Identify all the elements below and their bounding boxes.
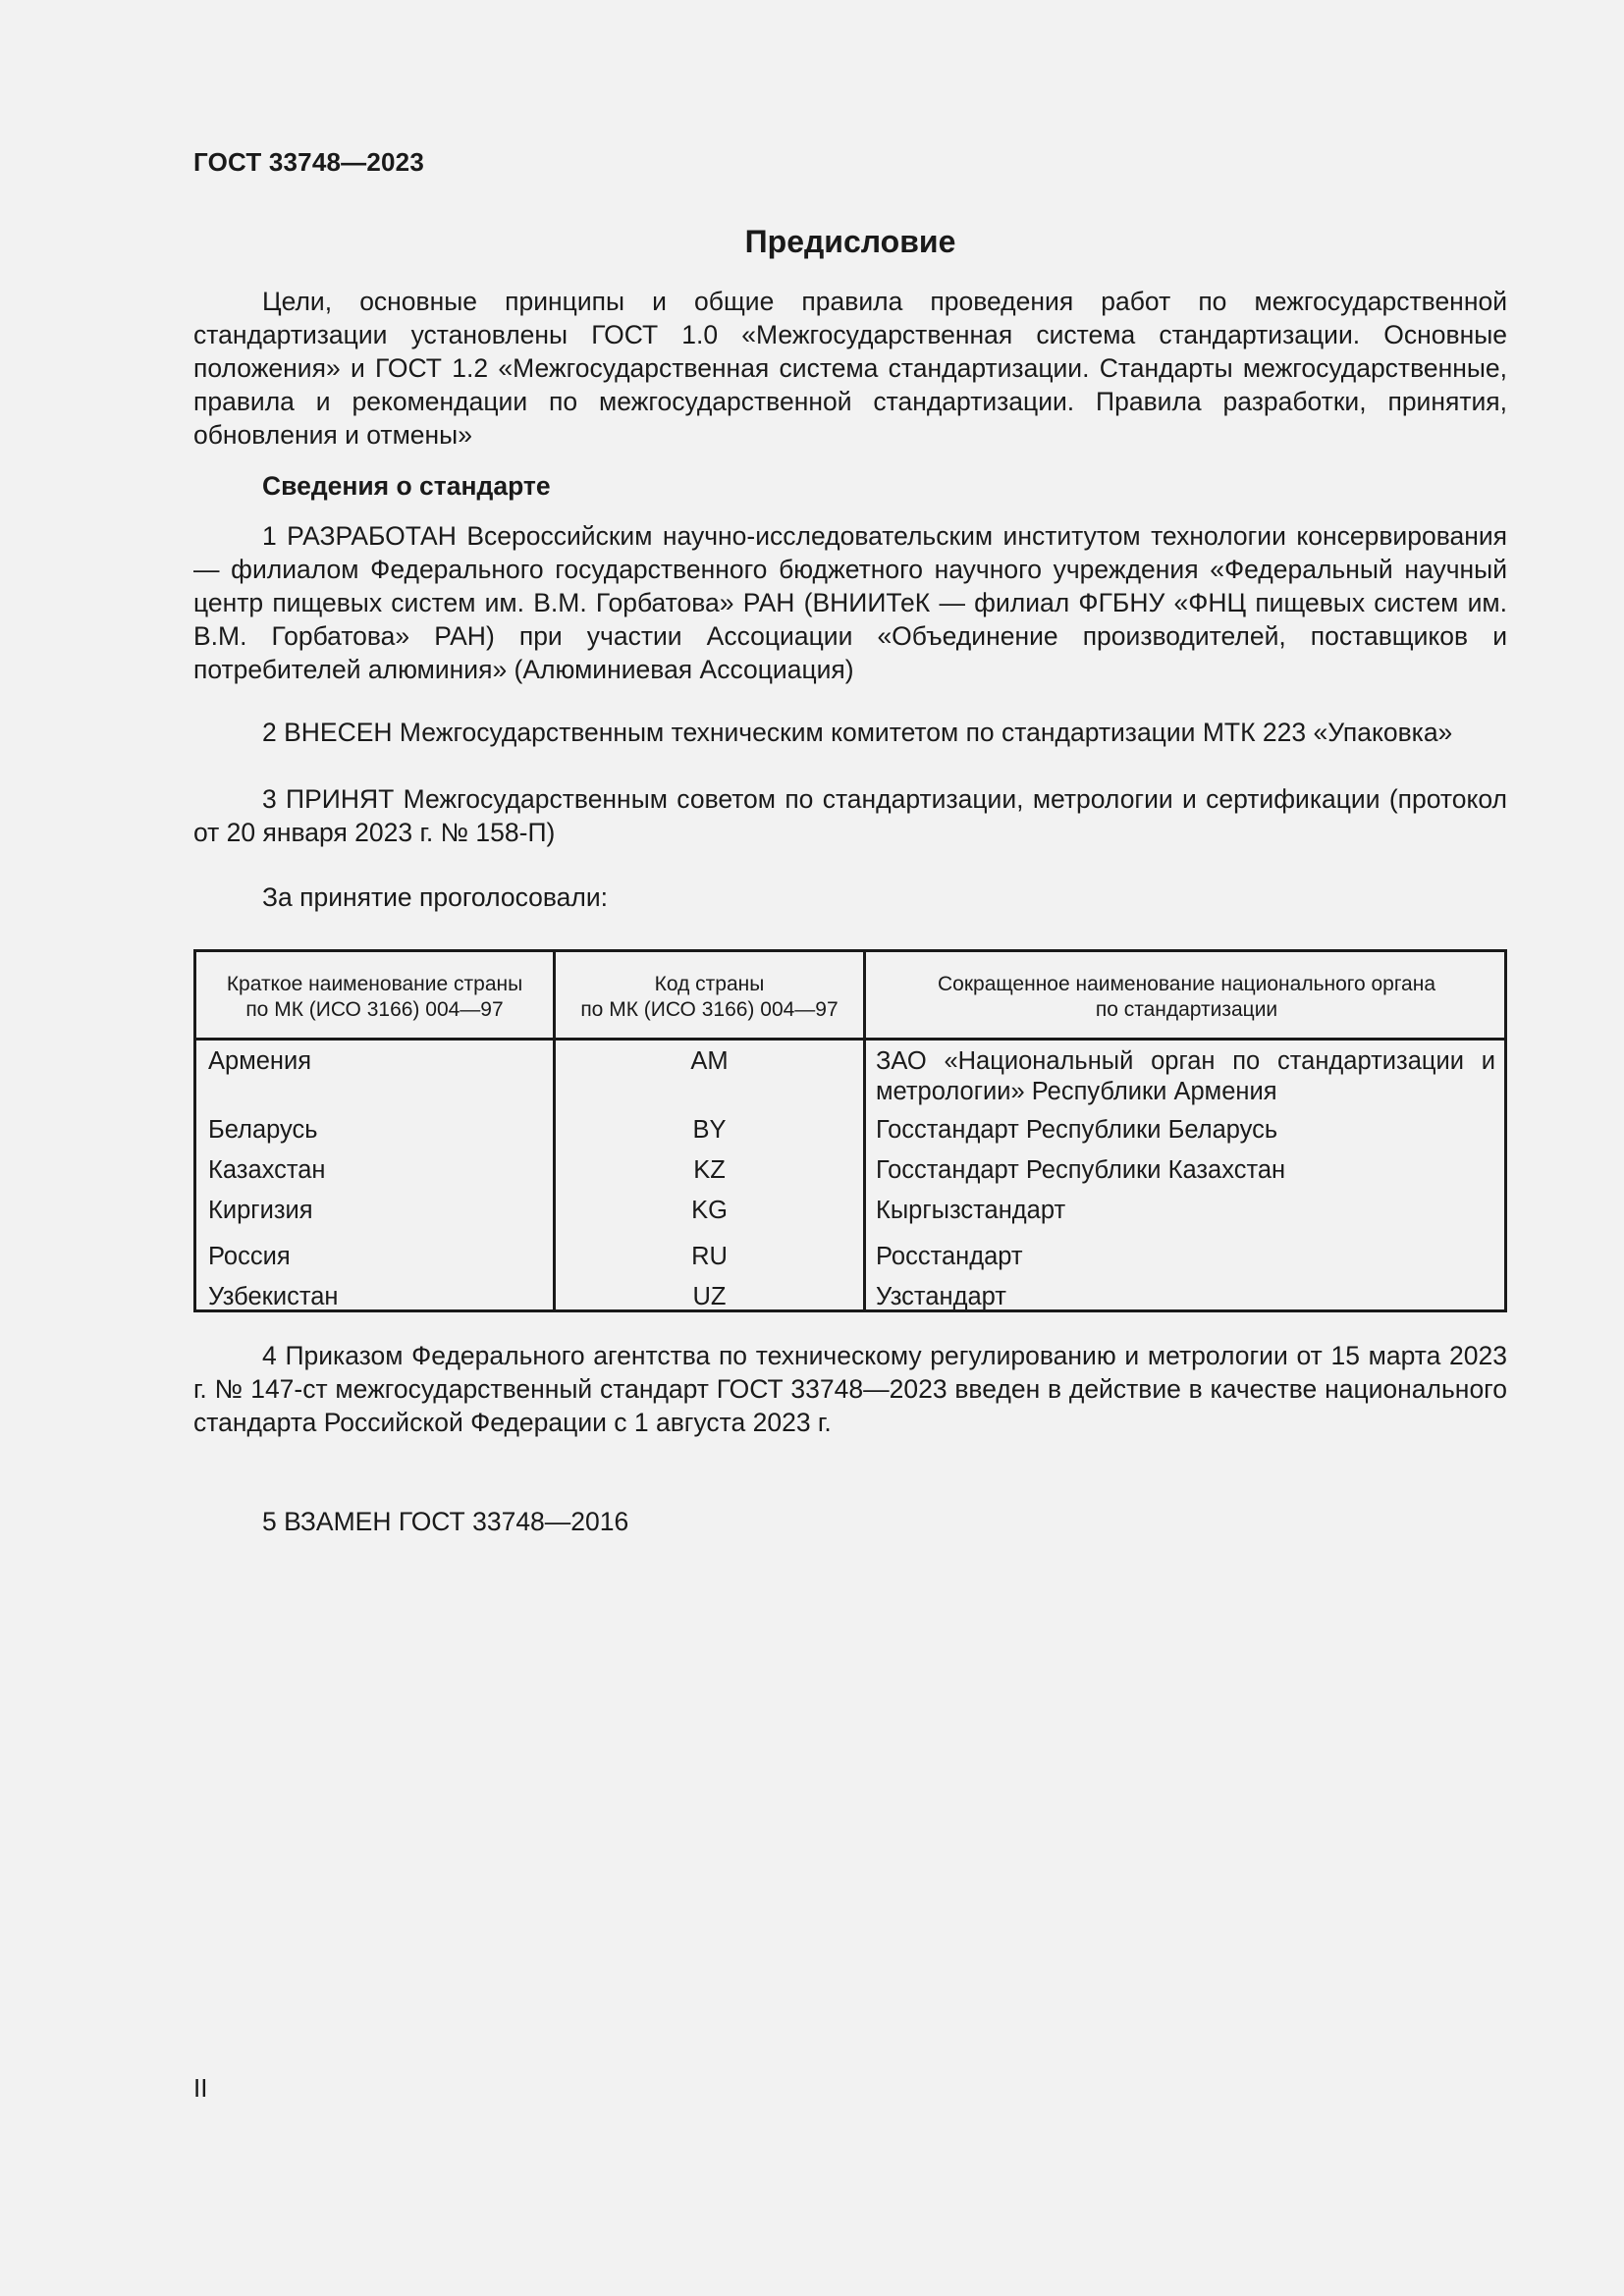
code-cell: AM <box>690 1047 729 1075</box>
code-cell: KZ <box>693 1156 726 1184</box>
item-developed: 1 РАЗРАБОТАН Всероссийским научно-исследовательским институтом технологии консервирования — филиалом Федерального государственного бюджетного научного учреждения «Федеральный научный центр пищевых систем им. В.М. Горбатова» РАН (ВНИИТеК — филиал ФГБНУ «ФНЦ пищевых систем им. В.М. Горбатова» РАН) при участии Ассоциации «Объединение производителей, поставщиков и потребителей алюминия» (Алюминиевая Ассоциация) <box>193 521 1507 684</box>
code-cell: BY <box>692 1116 727 1144</box>
votes-label: За принятие проголосовали: <box>262 882 609 912</box>
org-cell: ЗАО «Национальный орган по стандартизации и метрологии» Республики Армения <box>876 1047 1495 1105</box>
country-cell: Казахстан <box>208 1156 326 1184</box>
item-order: 4 Приказом Федерального агентства по техническому регулированию и метрологии от 15 марта 2023 г. № 147-ст межгосударственный стандарт ГОСТ 33748—2023 введен в действие в качестве национального стандарта Российской Федерации с 1 августа 2023 г. <box>193 1341 1507 1437</box>
org-cell: Госстандарт Республики Казахстан <box>876 1156 1286 1184</box>
table-header-divider <box>196 1038 1504 1041</box>
country-cell: Киргизия <box>208 1197 313 1224</box>
country-cell: Беларусь <box>208 1116 318 1144</box>
org-cell: Узстандарт <box>876 1283 1006 1310</box>
table-header-code: Код страны по МК (ИСО 3166) 004—97 <box>580 973 839 1021</box>
code-cell: KG <box>691 1197 728 1224</box>
item-replaces: 5 ВЗАМЕН ГОСТ 33748—2016 <box>262 1507 629 1536</box>
votes-table <box>193 949 1507 1312</box>
intro-paragraph: Цели, основные принципы и общие правила проведения работ по межгосударственной стандартизации установлены ГОСТ 1.0 «Межгосударственная система стандартизации. Основные положения» и ГОСТ 1.2 «Межгосударственная система стандартизации. Стандарты межгосударственные, правила и рекомендации по межгосударственной стандартизации. Правила разработки, принятия, обновления и отмены» <box>193 287 1507 450</box>
table-header-country: Краткое наименование страны по МК (ИСО 3166) 004—97 <box>226 973 523 1021</box>
item-introduced: 2 ВНЕСЕН Межгосударственным техническим комитетом по стандартизации МТК 223 «Упаковка» <box>262 718 1453 747</box>
table-header-org: Сокращенное наименование национального органа по стандартизации <box>937 973 1436 1021</box>
code-cell: UZ <box>692 1283 727 1310</box>
page-title: Предисловие <box>744 224 956 259</box>
page-number: II <box>193 2073 208 2103</box>
country-cell: Россия <box>208 1243 291 1270</box>
document-code: ГОСТ 33748—2023 <box>193 147 424 177</box>
org-cell: Росстандарт <box>876 1243 1023 1270</box>
org-cell: Кыргызстандарт <box>876 1197 1066 1224</box>
org-cell: Госстандарт Республики Беларусь <box>876 1116 1278 1144</box>
country-cell: Армения <box>208 1047 312 1075</box>
code-cell: RU <box>691 1243 728 1270</box>
section-subheading: Сведения о стандарте <box>262 471 551 501</box>
item-adopted: 3 ПРИНЯТ Межгосударственным советом по стандартизации, метрологии и сертификации (протокол от 20 января 2023 г. № 158-П) <box>193 784 1507 847</box>
country-cell: Узбекистан <box>208 1283 339 1310</box>
